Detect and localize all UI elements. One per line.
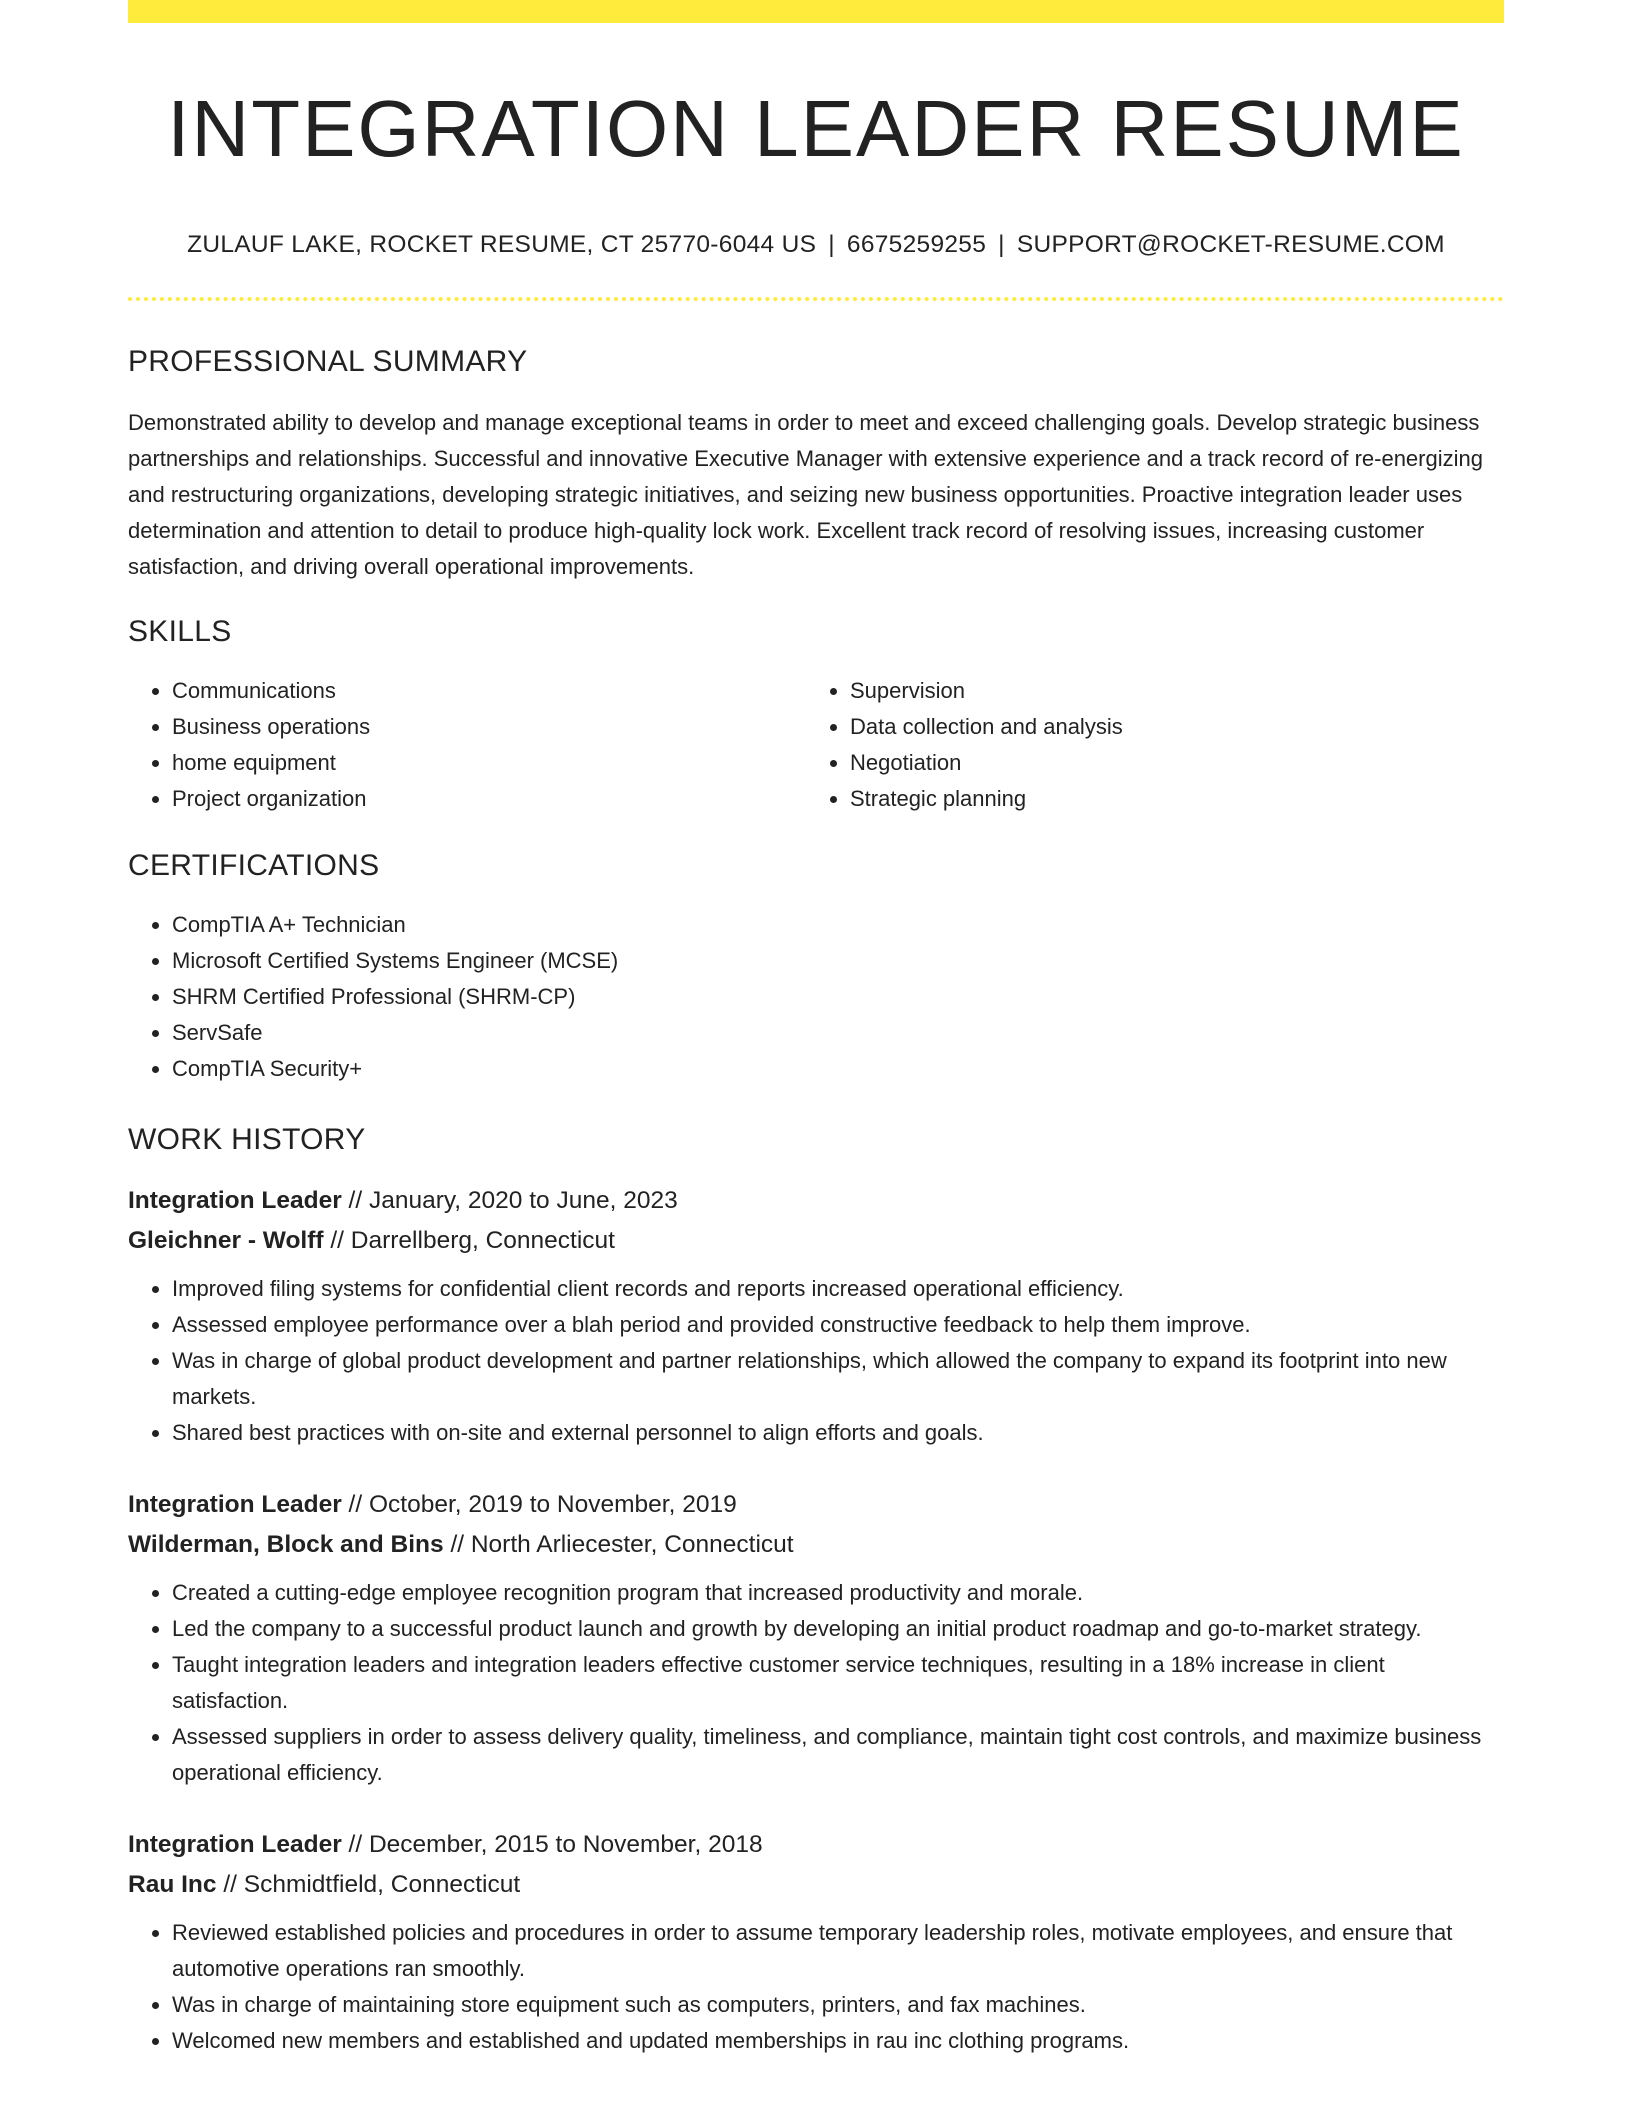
job-bullet: • Improved filing systems for confidential client records and reports increased operational efficiency. <box>172 1271 1504 1307</box>
job-dates: // December, 2015 to November, 2018 <box>348 1831 763 1858</box>
job-bullets <box>128 1575 1504 1791</box>
skill-item: • Supervision <box>850 673 1484 709</box>
certifications-list <box>128 907 1504 1087</box>
job-bullet: • Was in charge of maintaining store equipment such as computers, printers, and fax machines. <box>172 1987 1504 2023</box>
job-bullet: • Was in charge of global product development and partner relationships, which allowed the company to expand its footprint into new markets. <box>172 1343 1504 1415</box>
job-title: Integration Leader <box>128 1187 342 1214</box>
certification-item: • ServSafe <box>172 1015 1504 1051</box>
job-bullet: • Reviewed established policies and procedures in order to assume temporary leadership roles, motivate employees, and ensure that automotive operations ran smoothly. <box>172 1915 1504 1987</box>
job-title-line <box>128 1825 1504 1865</box>
skill-item: • home equipment <box>172 745 806 781</box>
job-title-line <box>128 1485 1504 1525</box>
job-company-line <box>128 1221 1504 1261</box>
skills-list-left <box>128 673 806 817</box>
contact-line <box>128 231 1504 259</box>
job-bullet: • Shared best practices with on-site and external personnel to align efforts and goals. <box>172 1415 1504 1451</box>
skill-item: • Data collection and analysis <box>850 709 1484 745</box>
job-title: Integration Leader <box>128 1491 342 1518</box>
certification-item: • CompTIA Security+ <box>172 1051 1504 1087</box>
job-bullet: • Created a cutting-edge employee recognition program that increased productivity and morale. <box>172 1575 1504 1611</box>
work-history-heading: WORK HISTORY <box>128 1123 366 1156</box>
resume-page <box>128 0 1504 2059</box>
job-dates: // January, 2020 to June, 2023 <box>348 1187 678 1214</box>
summary-heading: PROFESSIONAL SUMMARY <box>128 345 528 378</box>
skill-item: • Negotiation <box>850 745 1484 781</box>
job-bullet: • Assessed suppliers in order to assess delivery quality, timeliness, and compliance, maintain tight cost controls, and maximize business operational efficiency. <box>172 1719 1504 1791</box>
skill-item: • Project organization <box>172 781 806 817</box>
job-company: Gleichner - Wolff <box>128 1227 324 1254</box>
job-bullet: • Welcomed new members and established and updated memberships in rau inc clothing programs. <box>172 2023 1504 2059</box>
resume-title: INTEGRATION LEADER RESUME <box>167 84 1465 173</box>
accent-top-bar <box>128 0 1504 23</box>
skill-item: • Business operations <box>172 709 806 745</box>
job-dates: // October, 2019 to November, 2019 <box>348 1491 737 1518</box>
job-entry <box>128 1825 1504 2059</box>
contact-address: ZULAUF LAKE, ROCKET RESUME, CT 25770-6044 US <box>187 231 817 258</box>
certification-item: • SHRM Certified Professional (SHRM-CP) <box>172 979 1504 1015</box>
job-entry <box>128 1181 1504 1451</box>
certification-item: • Microsoft Certified Systems Engineer (MCSE) <box>172 943 1504 979</box>
certification-item: • CompTIA A+ Technician <box>172 907 1504 943</box>
job-bullets <box>128 1271 1504 1451</box>
contact-separator: | <box>828 231 835 258</box>
skills-list-right <box>806 673 1484 817</box>
skills-heading: SKILLS <box>128 615 232 648</box>
certifications-heading: CERTIFICATIONS <box>128 849 380 882</box>
contact-phone: 6675259255 <box>846 231 987 258</box>
skills-columns <box>128 673 1504 817</box>
job-location: // North Arliecester, Connecticut <box>450 1531 794 1558</box>
contact-email: SUPPORT@ROCKET-RESUME.COM <box>1016 231 1445 258</box>
job-title: Integration Leader <box>128 1831 342 1858</box>
dotted-divider <box>128 297 1504 301</box>
job-company-line <box>128 1865 1504 1905</box>
job-bullets <box>128 1915 1504 2059</box>
job-location: // Darrellberg, Connecticut <box>330 1227 615 1254</box>
job-bullet: • Taught integration leaders and integration leaders effective customer service techniques, resulting in a 18% increase in client satisfaction. <box>172 1647 1504 1719</box>
job-company: Rau Inc <box>128 1871 217 1898</box>
job-entry <box>128 1485 1504 1791</box>
job-title-line <box>128 1181 1504 1221</box>
skill-item: • Communications <box>172 673 806 709</box>
job-bullet: • Assessed employee performance over a blah period and provided constructive feedback to help them improve. <box>172 1307 1504 1343</box>
summary-text: Demonstrated ability to develop and manage exceptional teams in order to meet and exceed challenging goals. Develop strategic business partnerships and relationships. Successful and innovative Executive Manager with extensive experience and a track record of re-energizing and restructuring organizations, developing strategic initiatives, and seizing new business opportunities. Proactive integration leader uses determination and attention to detail to produce high-quality lock work. Excellent track record of resolving issues, increasing customer satisfaction, and driving overall operational improvements. <box>128 410 1483 579</box>
job-company: Wilderman, Block and Bins <box>128 1531 444 1558</box>
skill-item: • Strategic planning <box>850 781 1484 817</box>
job-location: // Schmidtfield, Connecticut <box>223 1871 521 1898</box>
contact-separator: | <box>998 231 1005 258</box>
job-company-line <box>128 1525 1504 1565</box>
job-bullet: • Led the company to a successful product launch and growth by developing an initial product roadmap and go-to-market strategy. <box>172 1611 1504 1647</box>
